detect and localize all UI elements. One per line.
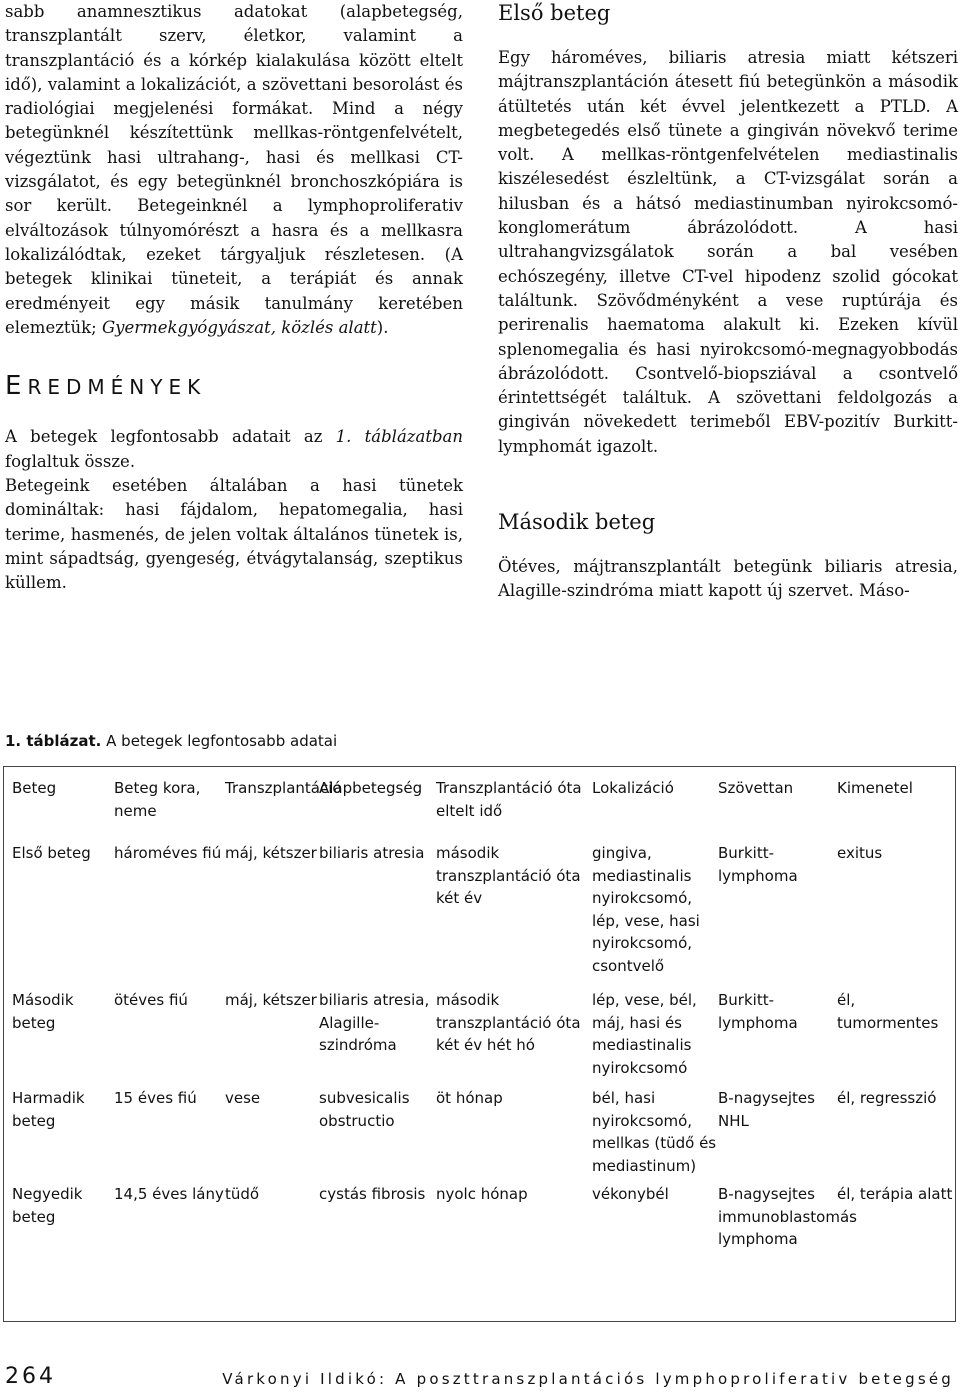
table-cell: biliaris atresia, Alagille-szindróma <box>319 991 430 1054</box>
left-column <box>5 0 463 596</box>
intro-text: sabb anamnesztikus adatokat (alapbetegség, transzplantált szerv, életkor, valamint a transzplantáció és a kórkép kialakulása között eltelt idő), valamint a lokalizációt, a szövettani besorolást és radiológiai megjelenési formákat. Mind a négy betegünknél készítettünk mellkas-röntgenfelvételt, végeztünk hasi ultrahang-, hasi és mellkasi CT-vizsgálatot, és egy betegünknél bronchoszkópiára is sor került. Betegeinknél a lymphoproliferativ elváltozások túlnyomórészt a hasra és a mellkasra lokalizálódtak, ezeket tárgyaljuk részletesen. (A betegek klinikai tüneteit, a terápiát és annak eredményeit egy másik tanulmány keretében elemeztük; <box>5 2 463 337</box>
table-cell: vékonybél <box>592 1185 669 1203</box>
table-cell: lép, vese, bél, máj, hasi és mediastinalis nyirokcsomó <box>592 991 697 1077</box>
table-cell: subvesicalis obstructio <box>319 1089 410 1130</box>
header-cell: Alapbetegség <box>319 779 423 797</box>
header-cell: Beteg kora, neme <box>114 779 201 820</box>
table-cell: máj, kétszer <box>225 991 317 1009</box>
table-cell: 14,5 éves lány <box>114 1185 224 1203</box>
table-cell: exitus <box>837 844 883 862</box>
right-column <box>498 0 958 604</box>
table-cell: gingiva, mediastinalis nyirokcsomó, lép, vese, hasi nyirokcsomó, csontvelő <box>592 844 700 975</box>
table-cell: második transzplantáció óta két év <box>436 844 581 907</box>
table-cell: él, tumormentes <box>837 991 939 1032</box>
table-cell: vese <box>225 1089 261 1107</box>
results-text: A betegek legfontosabb adatait az <box>5 427 336 447</box>
header-cell: Transzplantáció óta eltelt idő <box>436 779 582 820</box>
results-paragraph-1 <box>5 425 463 474</box>
table-cell: Első beteg <box>12 844 91 862</box>
table-cell: második transzplantáció óta két év hét hó <box>436 991 581 1054</box>
table-row <box>12 1087 957 1183</box>
table-cell: 15 éves fiú <box>114 1089 197 1107</box>
table-cell: Második beteg <box>12 991 74 1032</box>
heading-rest: REDMÉNYEK <box>27 375 207 400</box>
table-cell: Burkitt-lymphoma <box>718 844 798 885</box>
table-cell: máj, kétszer <box>225 844 317 862</box>
table-cell: él, regresszió <box>837 1089 937 1107</box>
table-cell: Harmadik beteg <box>12 1089 85 1130</box>
intro-text-end: ). <box>376 317 389 337</box>
table-frame <box>3 766 956 1322</box>
table-cell: tüdő <box>225 1185 260 1203</box>
table-cell: nyolc hónap <box>436 1185 528 1203</box>
header-cell: Beteg <box>12 779 57 797</box>
journal-reference: Gyermekgyógyászat, közlés alatt <box>101 317 377 337</box>
table-caption-text: A betegek legfontosabb adatai <box>101 732 338 750</box>
header-cell: Kimenetel <box>837 779 913 797</box>
header-cell: Lokalizáció <box>592 779 674 797</box>
case2-paragraph: Ötéves, májtranszplantált betegünk biliaris atresia, Alagille-szindróma miatt kapott új szervet. Máso- <box>498 557 958 601</box>
header-cell: Szövettan <box>718 779 794 797</box>
table-cell: B-nagysejtes NHL <box>718 1089 815 1130</box>
running-title: Várkonyi Ildikó: A poszttranszplantációs lymphoproliferativ betegség <box>222 1370 954 1388</box>
table-cell: cystás fibrosis <box>319 1185 426 1203</box>
case1-heading: Első beteg <box>498 1 611 25</box>
table-caption <box>5 732 337 750</box>
patients-table <box>12 777 957 1263</box>
case2-heading: Második beteg <box>498 510 656 535</box>
table-cell: él, terápia alatt <box>837 1185 953 1203</box>
table-row <box>12 842 957 989</box>
results-paragraph-2: Betegeink esetében általában a hasi tünetek domináltak: hasi fájdalom, hepatomegalia, hasi terime, hasmenés, de jelen voltak általános tünetek is, mint sápadtság, gyengeség, étvágytalanság, szeptikus küllem. <box>5 476 463 593</box>
results-text-end: foglaltuk össze. <box>5 451 136 471</box>
table-cell: biliaris atresia <box>319 844 425 862</box>
table-reference: 1. táblázatban <box>335 427 463 447</box>
table-header-row <box>12 777 957 842</box>
table-row <box>12 1183 957 1263</box>
table-cell: B-nagysejtes immunoblastomás lymphoma <box>718 1185 857 1248</box>
heading-initial: E <box>5 371 28 402</box>
case1-paragraph: Egy hároméves, biliaris atresia miatt kétszeri májtranszplantáción átesett fiú betegünkön a második átültetés után két évvel jelentkezett a PTLD. A megbetegedés első tünete a gingiván növekvő terime volt. A mellkas-röntgenfelvételen mediastinalis kiszélesedést észleltünk, a CT-vizsgálat során a hilusban és a hátsó mediastinumban nyirokcsomó-konglomerátum ábrázolódott. A hasi ultrahangvizsgálatok során a bal vesében echószegény, illetve CT-vel hipodenz szolid gócokat találtunk. Szövődményként a vese ruptúrája és perirenalis haematoma alakult ki. Ezeken kívül splenomegalia és hasi nyirokcsomó-megnagyobbodás ábrázolódott. Csontvelő-biopsziával a csontvelő érintettségét találtuk. A szövettani feldolgozás a gingiván növekedett terimeből EBV-pozitív Burkitt-lymphomát igazolt. <box>498 48 958 456</box>
table-caption-number: 1. táblázat. <box>5 732 102 750</box>
table-cell: Burkitt-lymphoma <box>718 991 798 1032</box>
table-row <box>12 989 957 1087</box>
page-number: 264 <box>5 1364 56 1389</box>
header-cell: Transzplantáció <box>225 779 342 797</box>
table-cell: bél, hasi nyirokcsomó, mellkas (tüdő és mediastinum) <box>592 1089 717 1175</box>
table-cell: hároméves fiú <box>114 844 222 862</box>
section-heading-results <box>5 371 463 402</box>
table-cell: Negyedik beteg <box>12 1185 83 1226</box>
table-cell: ötéves fiú <box>114 991 188 1009</box>
table-cell: öt hónap <box>436 1089 503 1107</box>
intro-paragraph <box>5 0 463 340</box>
